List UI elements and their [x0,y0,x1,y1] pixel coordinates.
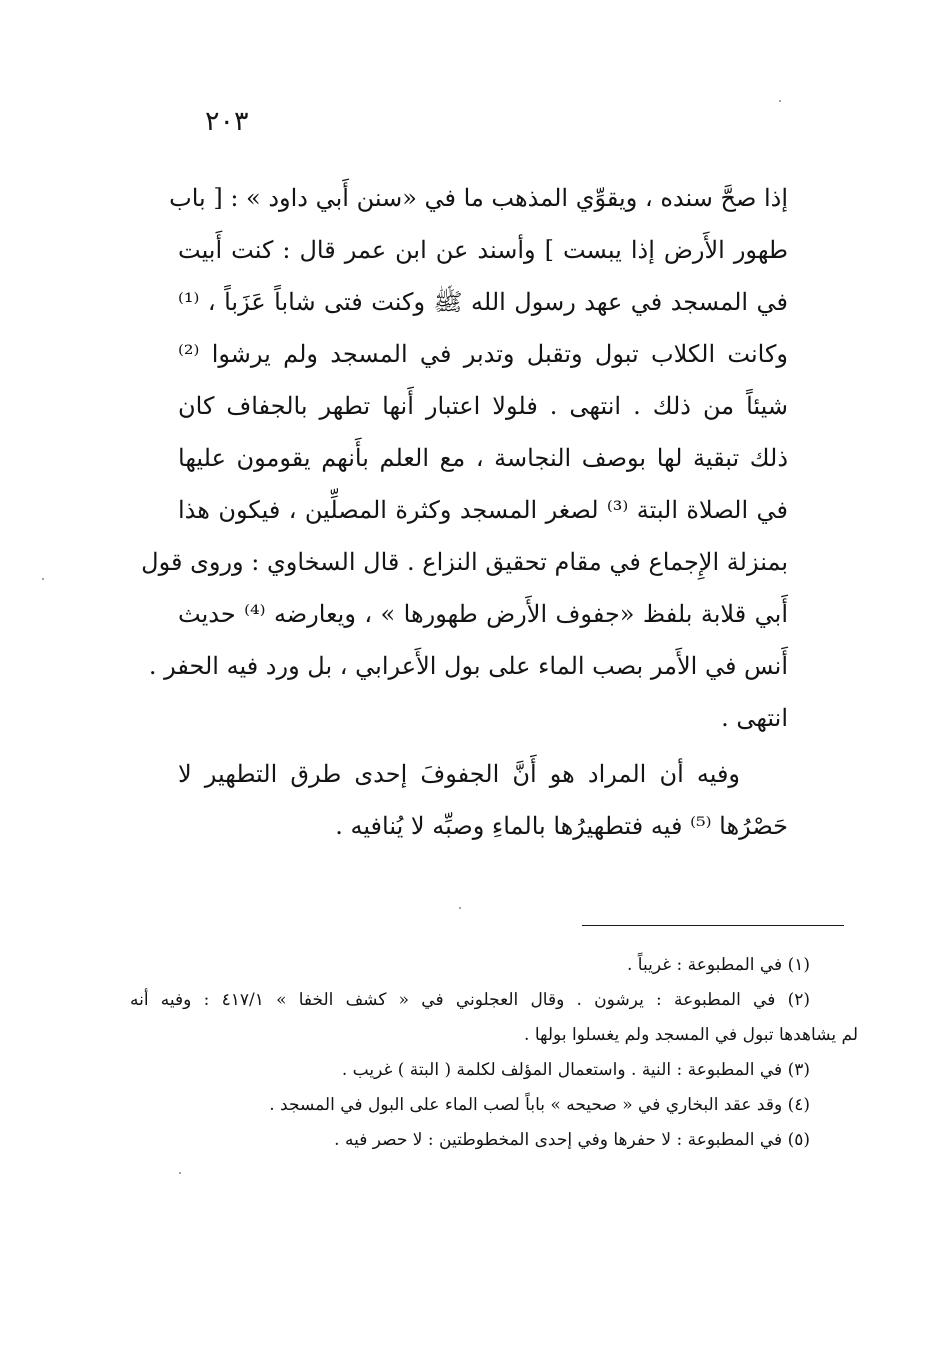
page-number: ٢٠٣ [205,106,249,137]
footnote: (٥) في المطبوعة : لا حفرها وفي إحدى المخطوطتين : لا حصر فيه . [334,1130,810,1150]
scan-speck [42,578,44,580]
scan-speck [459,907,461,909]
scan-speck [179,1172,181,1174]
footnote-continuation: لم يشاهدها تبول في المسجد ولم يغسلوا بولها . [524,1025,858,1045]
footnotes [130,948,858,1158]
footnote: (٣) في المطبوعة : النية . واستعمال المؤلف لكلمة ( البتة ) غريب . [341,1060,810,1080]
text-line: وفيه أن المراد هو أَنَّ الجفوفَ إحدى طرق التطهير لا [178,760,740,788]
text-line: حَصْرُها ⁽⁵⁾ فيه فتطهيرُها بالماءِ وصبِّه لا يُنافيه . [335,812,788,840]
text-line: طهور الأَرض إذا يبست ] وأسند عن ابن عمر قال : كنت أَبيت [178,236,788,264]
text-line: وكانت الكلاب تبول وتقبل وتدبر في المسجد ولم يرشوا ⁽²⁾ [178,340,788,368]
text-line: إذا صحَّ سنده ، ويقوِّي المذهب ما في «سنن أَبي داود » : [ باب [169,184,788,212]
text-line: في الصلاة البتة ⁽³⁾ لصغر المسجد وكثرة المصلِّين ، فيكون هذا [178,496,788,524]
main-text [141,172,788,852]
text-line: أَبي قلابة بلفظ «جفوف الأَرض طهورها » ، ويعارضه ⁽⁴⁾ حديث [178,600,788,628]
scan-speck [779,100,781,102]
footnote: (٢) في المطبوعة : يرشون . وقال العجلوني في « كشف الخفا » ٤١٧/١ : وفيه أنه [130,990,810,1010]
text-line: شيئاً من ذلك . انتهى . فلولا اعتبار أَنها تطهر بالجفاف كان [178,392,788,420]
text-line: بمنزلة الإِجماع في مقام تحقيق النزاع . قال السخاوي : وروى قول [141,548,788,576]
footnote: (١) في المطبوعة : غريباً . [626,955,810,975]
text-line: في المسجد في عهد رسول الله ﷺ وكنت فتى شاباً عَزَباً ، ⁽¹⁾ [178,288,788,316]
footnote: (٤) وقد عقد البخاري في « صحيحه » باباً لصب الماء على البول في المسجد . [269,1095,810,1115]
text-line: أَنس في الأَمر بصب الماء على بول الأَعرابي ، بل ورد فيه الحفر . [148,652,788,680]
text-line: انتهى . [721,704,788,732]
footnote-separator [582,925,844,926]
text-line: ذلك تبقية لها بوصف النجاسة ، مع العلم بأَنهم يقومون عليها [178,444,788,472]
